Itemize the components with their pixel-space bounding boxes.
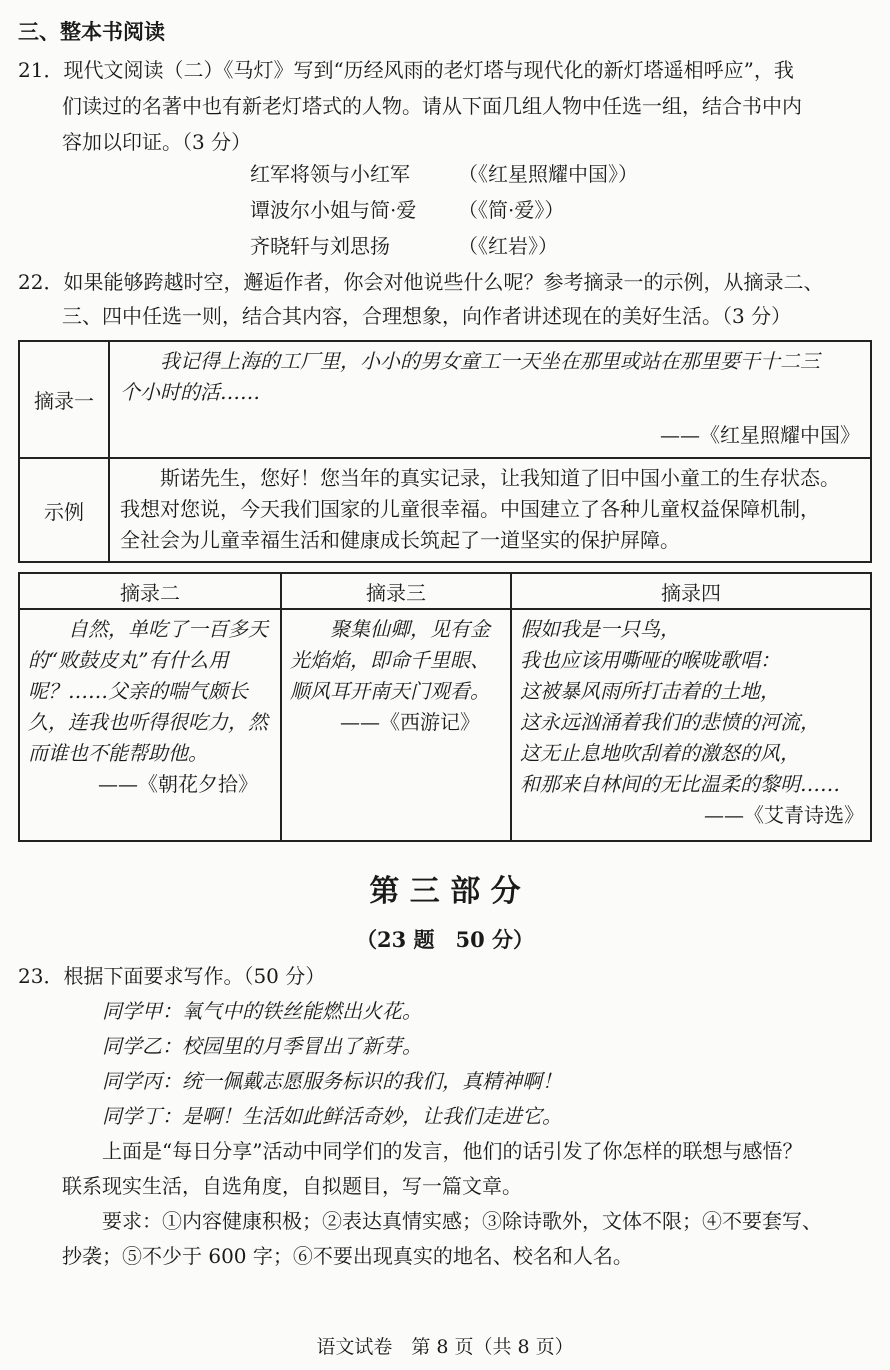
q21-pair-people: 谭波尔小姐与简·爱 xyxy=(250,198,417,222)
col-header: 摘录三 xyxy=(281,573,511,609)
example-label: 示例 xyxy=(19,458,109,562)
excerpt1-text: 个小时的活…… xyxy=(120,380,260,404)
q23-student: 同学丙：统一佩戴志愿服务标识的我们，真精神啊！ xyxy=(102,1069,562,1093)
example-cell xyxy=(109,458,871,562)
excerpt4-text: 和那来自林间的无比温柔的黎明…… xyxy=(520,772,840,796)
example-text: 我想对您说，今天我们国家的儿童很幸福。中国建立了各种儿童权益保障机制， xyxy=(120,497,820,521)
excerpt-table-1 xyxy=(18,340,872,563)
excerpt2-text: 呢？……父亲的喘气颇长 xyxy=(28,679,248,703)
excerpt4-text: 假如我是一只鸟， xyxy=(520,617,680,641)
part-title: 第 三 部 分 xyxy=(369,874,521,909)
q23-student: 同学甲：氧气中的铁丝能燃出火花。 xyxy=(102,999,422,1023)
q22-line2: 三、四中任选一则，结合其内容，合理想象，向作者讲述现在的美好生活。（3 分） xyxy=(62,304,792,328)
excerpt1-text: 我记得上海的工厂里，小小的男女童工一天坐在那里或站在那里要干十二三 xyxy=(160,349,820,373)
q21-pair-people: 红军将领与小红军 xyxy=(250,162,410,186)
q23-para: 上面是“每日分享”活动中同学们的发言，他们的话引发了你怎样的联想与感悟？ xyxy=(102,1139,803,1163)
q23-requirements: 要求：①内容健康积极；②表达真情实感；③除诗歌外，文体不限；④不要套写、 xyxy=(102,1209,822,1233)
q21-pair-book: （《简·爱》） xyxy=(458,198,565,222)
q21-pair-people: 齐晓轩与刘思扬 xyxy=(250,234,390,258)
q21-pair-book: （《红岩》） xyxy=(458,234,558,258)
q21-pair-book: （《红星照耀中国》） xyxy=(458,162,638,186)
col-header: 摘录二 xyxy=(19,573,281,609)
excerpt1-source: ——《红星照耀中国》 xyxy=(660,423,860,447)
excerpt-table-2 xyxy=(18,572,872,842)
q23-student: 同学乙：校园里的月季冒出了新芽。 xyxy=(102,1034,422,1058)
excerpt4-text: 这无止息地吹刮着的激怒的风， xyxy=(520,741,800,765)
q21-line2: 们读过的名著中也有新老灯塔式的人物。请从下面几组人物中任选一组，结合书中内 xyxy=(62,94,802,118)
excerpt3-cell xyxy=(281,609,511,841)
excerpt4-text: 这被暴风雨所打击着的土地， xyxy=(520,679,780,703)
excerpt4-text: 这永远汹涌着我们的悲愤的河流， xyxy=(520,710,820,734)
example-text: 全社会为儿童幸福生活和健康成长筑起了一道坚实的保护屏障。 xyxy=(120,528,680,552)
excerpt2-source: ——《朝花夕拾》 xyxy=(98,772,258,796)
q23-line1: 23．根据下面要求写作。（50 分） xyxy=(18,964,326,988)
page-footer: 语文试卷 第 8 页（共 8 页） xyxy=(316,1336,574,1358)
excerpt2-text: 自然，单吃了一百多天 xyxy=(68,617,268,641)
excerpt3-text: 聚集仙卿，见有金 xyxy=(330,617,490,641)
excerpt3-text: 顺风耳开南天门观看。 xyxy=(290,679,490,703)
excerpt4-text: 我也应该用嘶哑的喉咙歌唱： xyxy=(520,648,780,672)
q21-line1: 21．现代文阅读（二）《马灯》写到“历经风雨的老灯塔与现代化的新灯塔遥相呼应”，我 xyxy=(18,58,794,82)
part-subtitle: （23 题 50 分） xyxy=(355,927,535,952)
excerpt2-text: 而谁也不能帮助他。 xyxy=(28,741,208,765)
section-title: 三、整本书阅读 xyxy=(18,19,165,44)
example-text: 斯诺先生，您好！您当年的真实记录，让我知道了旧中国小童工的生存状态。 xyxy=(160,466,840,490)
excerpt2-text: 的“败鼓皮丸”有什么用 xyxy=(28,648,229,672)
q23-requirements: 抄袭；⑤不少于 600 字；⑥不要出现真实的地名、校名和人名。 xyxy=(62,1244,633,1268)
excerpt2-text: 久，连我也听得很吃力，然 xyxy=(28,710,268,734)
excerpt2-cell xyxy=(19,609,281,841)
excerpt4-cell xyxy=(511,609,871,841)
excerpt3-source: ——《西游记》 xyxy=(340,710,480,734)
excerpt1-label: 摘录一 xyxy=(19,341,109,458)
excerpt3-text: 光焰焰，即命千里眼、 xyxy=(290,648,490,672)
q22-line1: 22．如果能够跨越时空，邂逅作者，你会对他说些什么呢？参考摘录一的示例，从摘录二、 xyxy=(18,270,824,294)
q21-line3: 容加以印证。（3 分） xyxy=(62,130,252,154)
q23-para: 联系现实生活，自选角度，自拟题目，写一篇文章。 xyxy=(62,1174,522,1198)
excerpt4-source: ——《艾青诗选》 xyxy=(704,803,864,827)
q23-student: 同学丁：是啊！生活如此鲜活奇妙，让我们走进它。 xyxy=(102,1104,562,1128)
col-header: 摘录四 xyxy=(511,573,871,609)
excerpt1-cell xyxy=(109,341,871,458)
